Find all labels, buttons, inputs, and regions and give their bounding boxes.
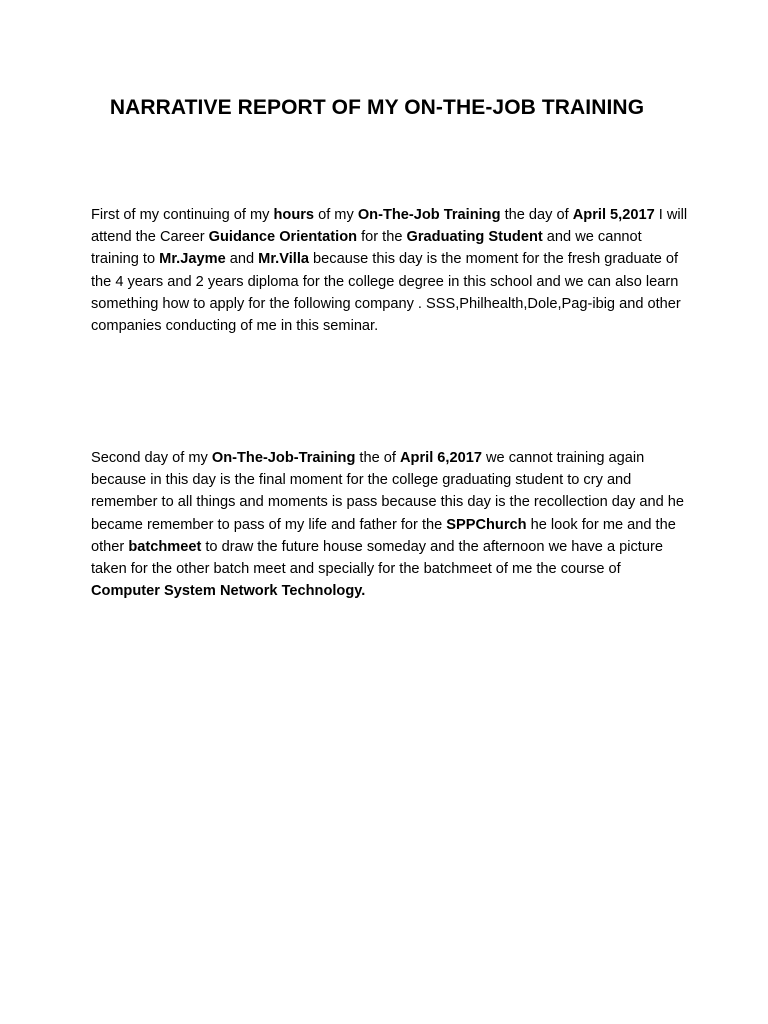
text-segment-bold: April 5,2017 bbox=[572, 207, 655, 223]
text-segment: for the bbox=[357, 229, 407, 246]
text-segment-bold: On-The-Job Training bbox=[357, 207, 501, 223]
text-segment: First of my continuing of my bbox=[91, 207, 274, 223]
text-segment-bold: Graduating Student bbox=[406, 229, 543, 246]
text-segment: to draw the future house someday and the afternoon we have a picture taken for the other batch meet and specially for the batchmeet of me the course of bbox=[91, 538, 663, 578]
text-segment: the day of bbox=[500, 207, 573, 223]
text-segment: we cannot training again because in this day is the final moment for the college graduating student to cry and remember to all things and moments is pass because this day is the recollection day and he became remember to pass of my life and father for the bbox=[91, 450, 684, 533]
text-segment: I will attend the Career bbox=[91, 207, 688, 246]
text-segment: of my bbox=[314, 207, 358, 223]
text-segment-bold: hours bbox=[273, 207, 315, 223]
text-segment: the of bbox=[355, 450, 400, 466]
text-segment: he look for me and the other bbox=[91, 516, 676, 555]
document-title: NARRATIVE REPORT OF MY ON-THE-JOB TRAINING bbox=[109, 96, 645, 119]
text-segment: because this day is the moment for the fresh graduate of the 4 years and 2 years diploma for the college degree in this school and we can also learn something how to apply for the following company . SSS,Philhealth,Dole,Pag-ibig and other companies conducting of me in this seminar. bbox=[91, 251, 681, 335]
text-segment-bold: April 6,2017 bbox=[400, 450, 482, 466]
text-segment: and we cannot training to bbox=[91, 229, 642, 268]
text-segment-bold: On-The-Job-Training bbox=[211, 450, 356, 466]
text-segment: and bbox=[225, 251, 259, 268]
text-segment-bold: Computer System Network Technology. bbox=[91, 583, 366, 600]
paragraph-first-day bbox=[91, 204, 691, 337]
text-segment-bold: Guidance Orientation bbox=[208, 229, 358, 246]
text-segment-bold: SPPChurch bbox=[446, 516, 527, 533]
text-segment: Second day of my bbox=[91, 450, 212, 466]
text-segment-bold: Mr.Jayme bbox=[159, 251, 226, 268]
text-segment-bold: Mr.Villa bbox=[258, 251, 309, 268]
paragraph-second-day bbox=[91, 447, 691, 602]
text-segment-bold: batchmeet bbox=[128, 538, 202, 555]
